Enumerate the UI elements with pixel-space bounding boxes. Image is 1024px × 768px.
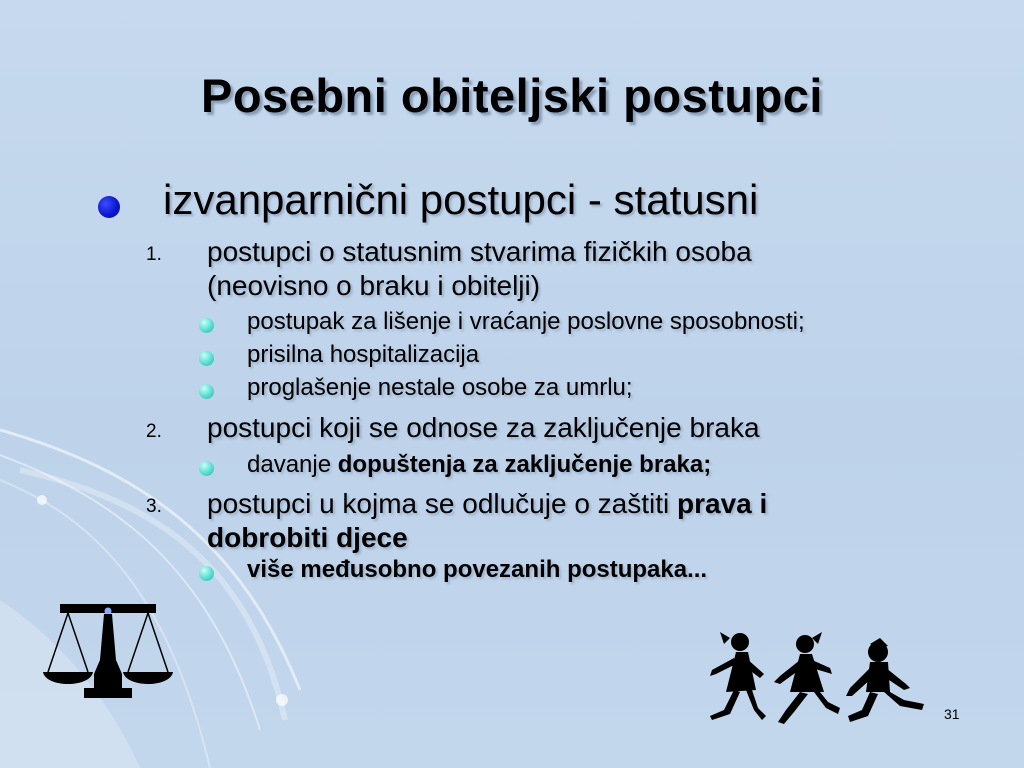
item-3-line2: dobrobiti djece bbox=[207, 522, 408, 553]
sub-bullet-icon bbox=[199, 566, 214, 581]
running-children-icon bbox=[700, 630, 935, 730]
item-1-number: 1. bbox=[146, 244, 162, 265]
sub-bullet-icon bbox=[199, 351, 214, 366]
item-2-text: postupci koji se odnose za zaključenje braka bbox=[207, 412, 760, 443]
sub-bullet-icon bbox=[199, 384, 214, 399]
item-1-line1: postupci o statusnim stvarima fizičkih osoba bbox=[207, 236, 752, 267]
item-3-subitem-1: više međusobno povezanih postupaka... bbox=[247, 556, 708, 583]
item-1-text bbox=[207, 235, 752, 303]
item-3-text-normal: postupci u kojma se odlučuje o zaštiti bbox=[207, 488, 678, 519]
item-3-number: 3. bbox=[146, 496, 162, 517]
main-bullet-icon bbox=[98, 196, 120, 218]
item-1-subitem-2: prisilna hospitalizacija bbox=[247, 341, 480, 368]
item-2-subitem-1-normal: davanje bbox=[247, 451, 338, 478]
item-3-text bbox=[207, 487, 767, 555]
slide-title: Posebni obiteljski postupci bbox=[201, 69, 823, 122]
item-3-text-bold: prava i bbox=[677, 488, 768, 519]
item-2-number: 2. bbox=[146, 421, 162, 442]
sub-bullet-icon bbox=[199, 461, 214, 476]
item-3-line1 bbox=[207, 487, 767, 521]
item-1-line2: (neovisno o braku i obitelji) bbox=[207, 270, 541, 301]
main-bullet-text: izvanparnični postupci - statusni bbox=[163, 176, 759, 223]
scales-of-justice-icon bbox=[40, 600, 180, 705]
item-1-subitem-3: proglašenje nestale osobe za umrlu; bbox=[247, 374, 633, 401]
item-1-subitem-1: postupak za lišenje i vraćanje poslovne sposobnosti; bbox=[247, 308, 805, 335]
item-2-subitem-1 bbox=[247, 451, 711, 479]
page-number: 31 bbox=[944, 706, 960, 722]
item-2-subitem-1-bold: dopuštenja za zaključenje braka; bbox=[337, 451, 712, 478]
sub-bullet-icon bbox=[199, 318, 214, 333]
